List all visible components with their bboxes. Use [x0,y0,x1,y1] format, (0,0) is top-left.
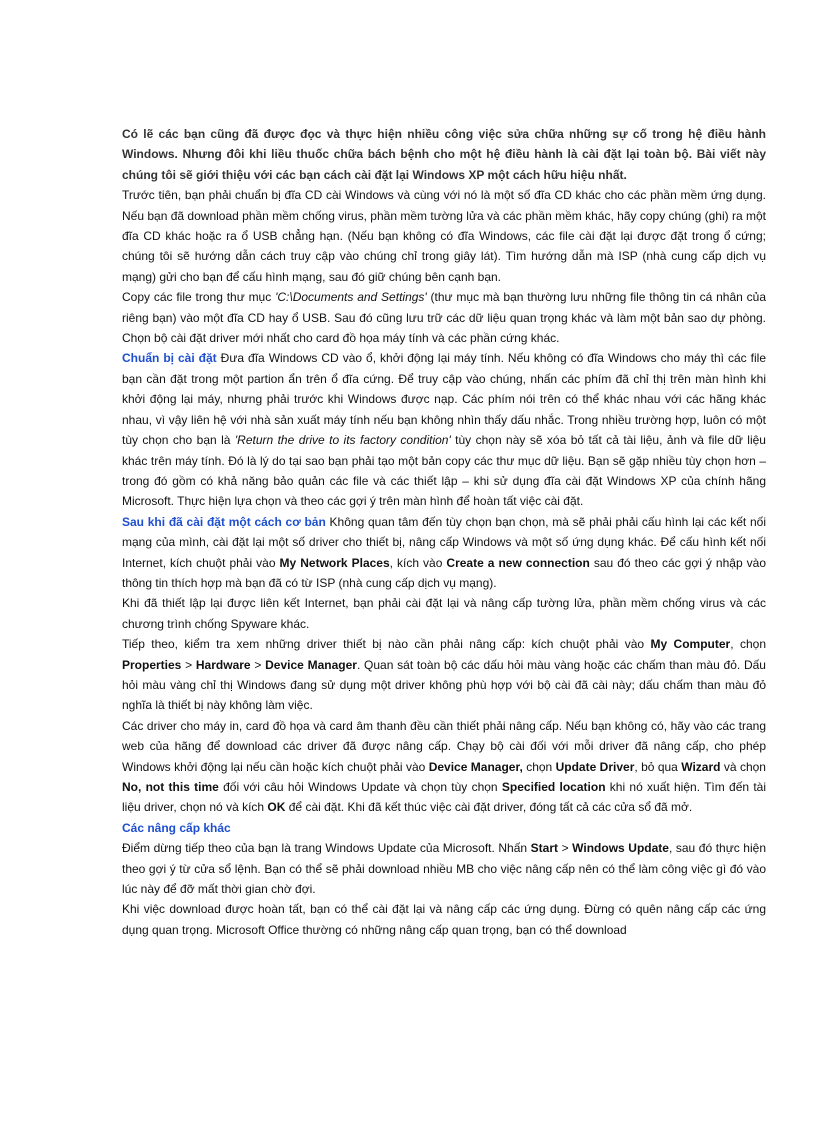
applications-paragraph: Khi việc download được hoàn tất, bạn có thể cài đặt lại và nâng cấp các ứng dụng. Đừng có quên nâng cấp các ứng dụng quan trọng. Microsoft Office thường có những nâng cấp quan trọng, bạn có thể download [122,902,766,937]
section-after-install-paragraph: Sau khi đã cài đặt một cách cơ bản Không quan tâm đến tùy chọn bạn chọn, mà sẽ phải phải cấu hình lại các kết nối mạng của mình, cài đặt lại một số driver cho thiết bị, nâng cấp Windows và một số ứng dụng khác. Để cấu hình kết nối Internet, kích chuột phải vào My Network Places, kích vào Create a new connection sau đó theo các gợi ý nhập vào thông tin thích hợp mà bạn đã có từ ISP (nhà cung cấp dịch vụ mạng). [122,514,766,590]
section-heading-install: Chuẩn bị cài đặt [122,351,217,366]
driver-update-paragraph: Các driver cho máy in, card đồ họa và card âm thanh đều cần thiết phải nâng cấp. Nếu bạn không có, hãy vào các trang web của hãng để download các driver đã được nâng cấp. Chạy bộ cài đối với mỗi driver đã nâng cấp, cho phép Windows khởi động lại nếu cần hoặc kích chuột phải vào Device Manager, chọn Update Driver, bỏ qua Wizard và chọn No, not this time đối với câu hỏi Windows Update và chọn tùy chọn Specified location khi nó xuất hiện. Tìm đến tài liệu driver, chọn nó và kích OK để cài đặt. Khi đã kết thúc việc cài đặt driver, đóng tất cả các cửa sổ đã mở. [122,718,767,815]
documents-path: 'C:\Documents and Settings' [275,290,427,305]
firewall-paragraph: Khi đã thiết lập lại được liên kết Internet, bạn phải cài đặt lại và nâng cấp tường lửa, phần mềm chống virus và các chương trình chống Spyware khác. [122,596,766,631]
windows-update-paragraph: Điểm dừng tiếp theo của bạn là trang Windows Update của Microsoft. Nhấn Start > Windows Update, sau đó thực hiện theo gợi ý từ cửa sổ lệnh. Bạn có thể sẽ phải download nhiều MB cho việc nâng cấp nên có thể làm công việc gì đó vào lúc này để đỡ mất thời gian chờ đợi. [122,841,766,897]
driver-check-paragraph: Tiếp theo, kiểm tra xem những driver thiết bị nào cần phải nâng cấp: kích chuột phải vào My Computer, chọn Properties > Hardware > Device Manager. Quan sát toàn bộ các dấu hỏi màu vàng hoặc các chấm than màu đỏ. Dấu hỏi màu vàng chỉ thị Windows đang sử dụng một driver không phù hợp với bộ cài đã cài này; dấu chấm than màu đỏ nghĩa là thiết bị này không làm việc. [122,637,766,713]
backup-paragraph: Copy các file trong thư mục 'C:\Documents and Settings' (thư mục mà bạn thường lưu những file thông tin cá nhân của riêng bạn) vào một đĩa CD hay ổ USB. Sau đó cũng lưu trữ các dữ liệu quan trọng khác và làm một bản sao dự phòng. Chọn bộ cài đặt driver mới nhất cho card đồ họa máy tính và các phần cứng khác. [122,290,767,346]
section-heading-other-upgrades: Các nâng cấp khác [122,820,231,835]
section-heading-after-install: Sau khi đã cài đặt một cách cơ bản [122,514,326,529]
preparation-paragraph: Trước tiên, bạn phải chuẩn bị đĩa CD cài Windows và cùng với nó là một số đĩa CD khác cho các phần mềm ứng dụng. Nếu bạn đã download phần mềm chống virus, phần mềm tường lửa và các phần mềm khác, hãy copy chúng (ghi) ra một đĩa CD khác hoặc ra ổ USB chẳng hạn. (Nếu bạn không có đĩa Windows, các file cài đặt lại được đặt trong ổ cứng; chúng tôi sẽ hướng dẫn cách truy cập vào chúng chỉ trong giây lát). Tìm hướng dẫn mà ISP (nhà cung cấp dịch vụ mạng) gửi cho bạn để cấu hình mạng, sau đó giữ chúng bên cạnh bạn. [122,188,766,284]
factory-option: 'Return the drive to its factory condition' [234,433,451,448]
intro-paragraph: Có lẽ các bạn cũng đã được đọc và thực hiện nhiều công việc sửa chữa những sự cố trong hệ điều hành Windows. Nhưng đôi khi liều thuốc chữa bách bệnh cho một hệ điều hành là cài đặt lại toàn bộ. Bài viết này chúng tôi sẽ giới thiệu với các bạn cách cài đặt lại Windows XP một cách hữu hiệu nhất. [122,127,766,182]
section-install-paragraph: Chuẩn bị cài đặt Đưa đĩa Windows CD vào ổ, khởi động lại máy tính. Nếu không có đĩa Windows cho máy thì các file bạn cần đặt trong một partion ẩn trên ổ đĩa cứng. Để truy cập vào chúng, nhấn các phím đã chỉ thị trên màn hình khi khởi động lại máy, nhưng phải trước khi Windows được nạp. Các phím nói trên có thể khác nhau với các hãng khác nhau, vì vậy liên hệ với nhà sản xuất máy tính nếu bạn không nhìn thấy dấu nhắc. Trong nhiều trường hợp, luôn có một tùy chọn cho bạn là 'Return the drive to its factory condition' tùy chọn này sẽ xóa bỏ tất cả tài liệu, ảnh và file dữ liệu khác trên máy tính. Đó là lý do tại sao bạn phải tạo một bản copy các thư mục dữ liệu. Bạn sẽ gặp nhiều tùy chọn hơn – trong đó gồm có khả năng bảo quản các file và các thiết lập – khi sử dụng đĩa cài đặt Windows XP của chính hãng Microsoft. Thực hiện lựa chọn và theo các gợi ý trên màn hình để hoàn tất việc cài đặt. [122,351,766,509]
document-page [122,124,766,940]
